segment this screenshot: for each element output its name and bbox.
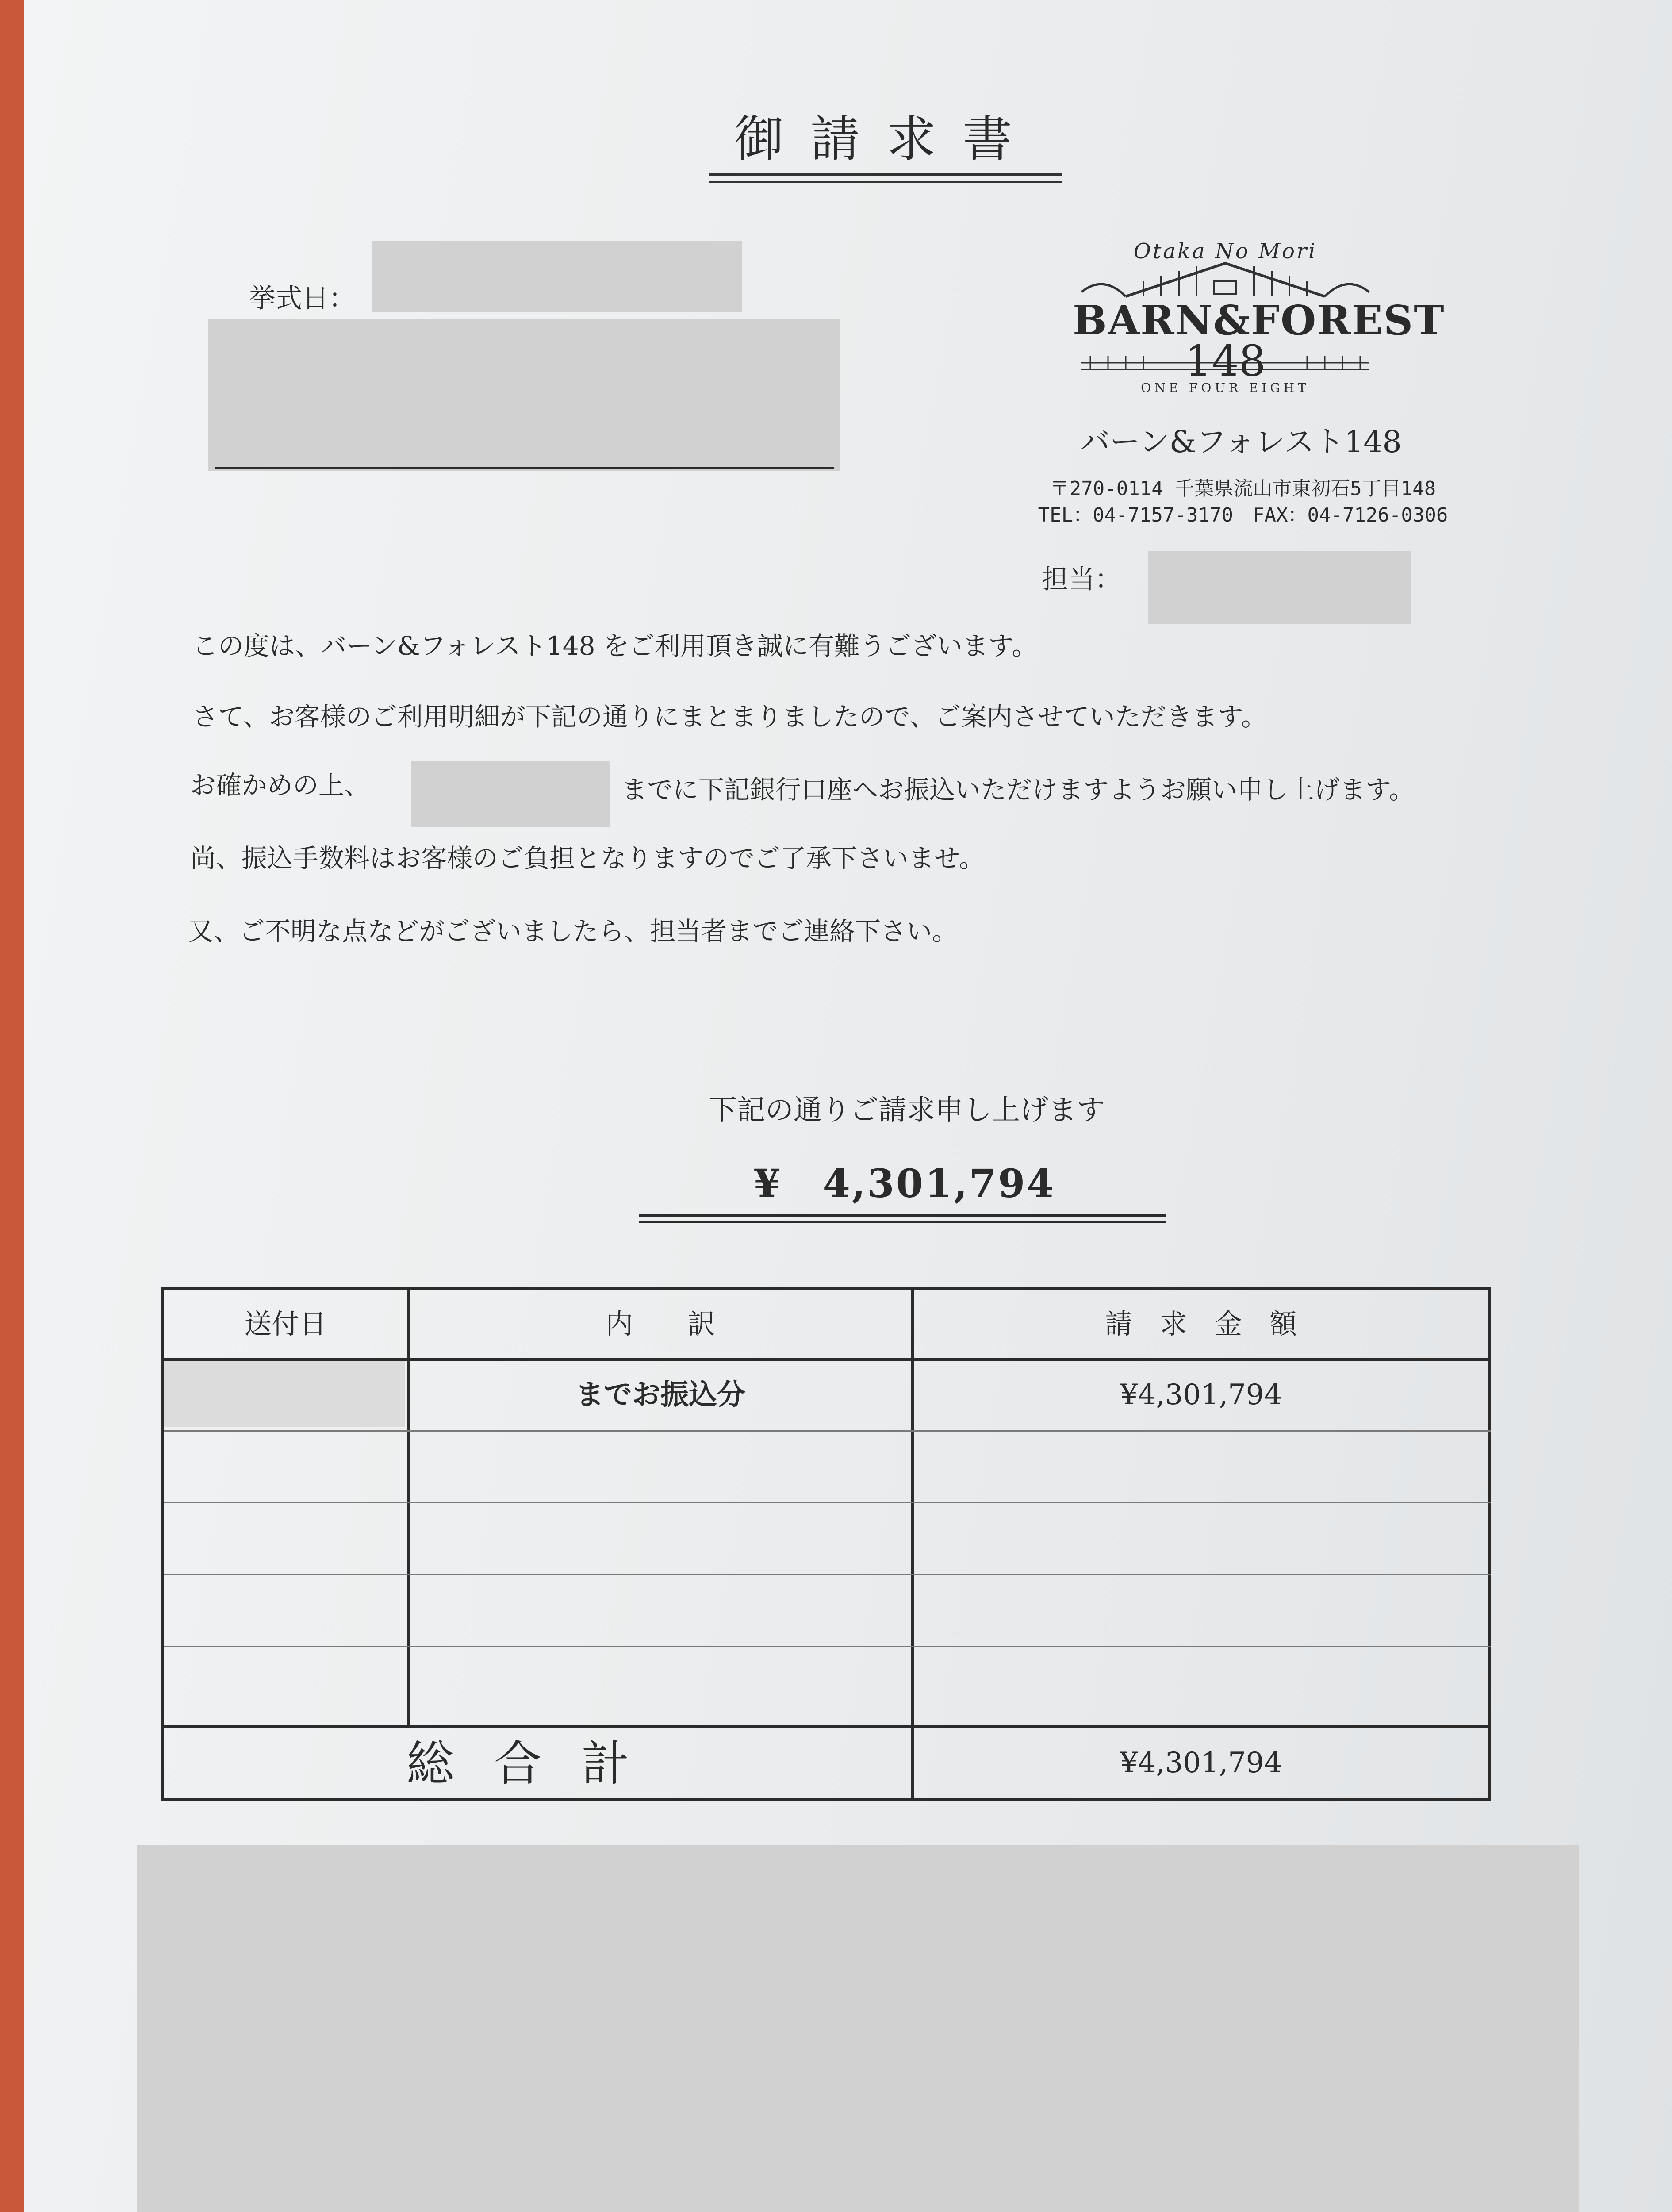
total-amount: ¥ 4,301,794 <box>753 1160 1056 1206</box>
request-label: 下記の通りご請求申し上げます <box>709 1094 1105 1127</box>
grand-total-value: ¥4,301,794 <box>1120 1747 1282 1779</box>
header-amount: 請 求 金 額 <box>1104 1308 1297 1340</box>
paragraph-confirm-suffix: までに下記銀行口座へお振込いただけますようお願い申し上げます。 <box>621 775 1415 805</box>
invoice-paper <box>24 0 1672 2212</box>
table-row-amount: ¥4,301,794 <box>1120 1379 1282 1411</box>
document-title: 御請求書 <box>734 111 1039 168</box>
table-row-detail: までお振込分 <box>575 1378 745 1411</box>
logo-tagline: ONE FOUR EIGHT <box>1141 380 1310 395</box>
redacted-due-date <box>411 761 610 827</box>
paragraph-confirm-prefix: お確かめの上、 <box>190 770 370 800</box>
company-phone-fax: TEL：04-7157-3170 FAX：04-7126-0306 <box>1038 504 1448 526</box>
invoice-table <box>161 1287 1511 1805</box>
title-underline <box>709 173 1062 176</box>
recipient-underline <box>215 467 834 469</box>
paragraph-contact: 又、ご不明な点などがございましたら、担当者までご連絡下さい。 <box>188 916 958 946</box>
logo-number: 148 <box>1185 336 1266 386</box>
paragraph-fee: 尚、振込手数料はお客様のご負担となりますのでご了承下さいませ。 <box>190 843 985 873</box>
ceremony-date-label: 挙式日： <box>249 283 355 314</box>
title-underline-2 <box>709 181 1062 183</box>
staff-label: 担当： <box>1042 564 1121 595</box>
barn-forest-logo <box>1073 230 1445 398</box>
grand-total-label: 総合計 <box>406 1736 669 1792</box>
logo-brand-name: BARN&FOREST <box>1073 296 1445 344</box>
redacted-send-date <box>164 1361 405 1427</box>
redacted-staff-name <box>1148 551 1411 624</box>
total-underline-2 <box>639 1221 1166 1223</box>
redacted-ceremony-date <box>372 241 742 312</box>
company-name: バーン&フォレスト148 <box>1080 425 1402 460</box>
redacted-bank-info <box>137 1845 1579 2212</box>
paragraph-details: さて、お客様のご利用明細が下記の通りにまとまりましたので、ご案内させていただきます。 <box>192 702 1267 732</box>
total-underline <box>639 1214 1166 1217</box>
header-send-date: 送付日 <box>244 1308 327 1340</box>
logo-script-text: Otaka No Mori <box>1133 239 1317 264</box>
redacted-recipient <box>208 319 840 471</box>
paragraph-thanks: この度は、バーン&フォレスト148 をご利用頂き誠に有難うございます。 <box>192 631 1038 661</box>
company-address: 〒270-0114 千葉県流山市東初石5丁目148 <box>1050 477 1436 500</box>
header-breakdown: 内 訳 <box>605 1308 715 1340</box>
